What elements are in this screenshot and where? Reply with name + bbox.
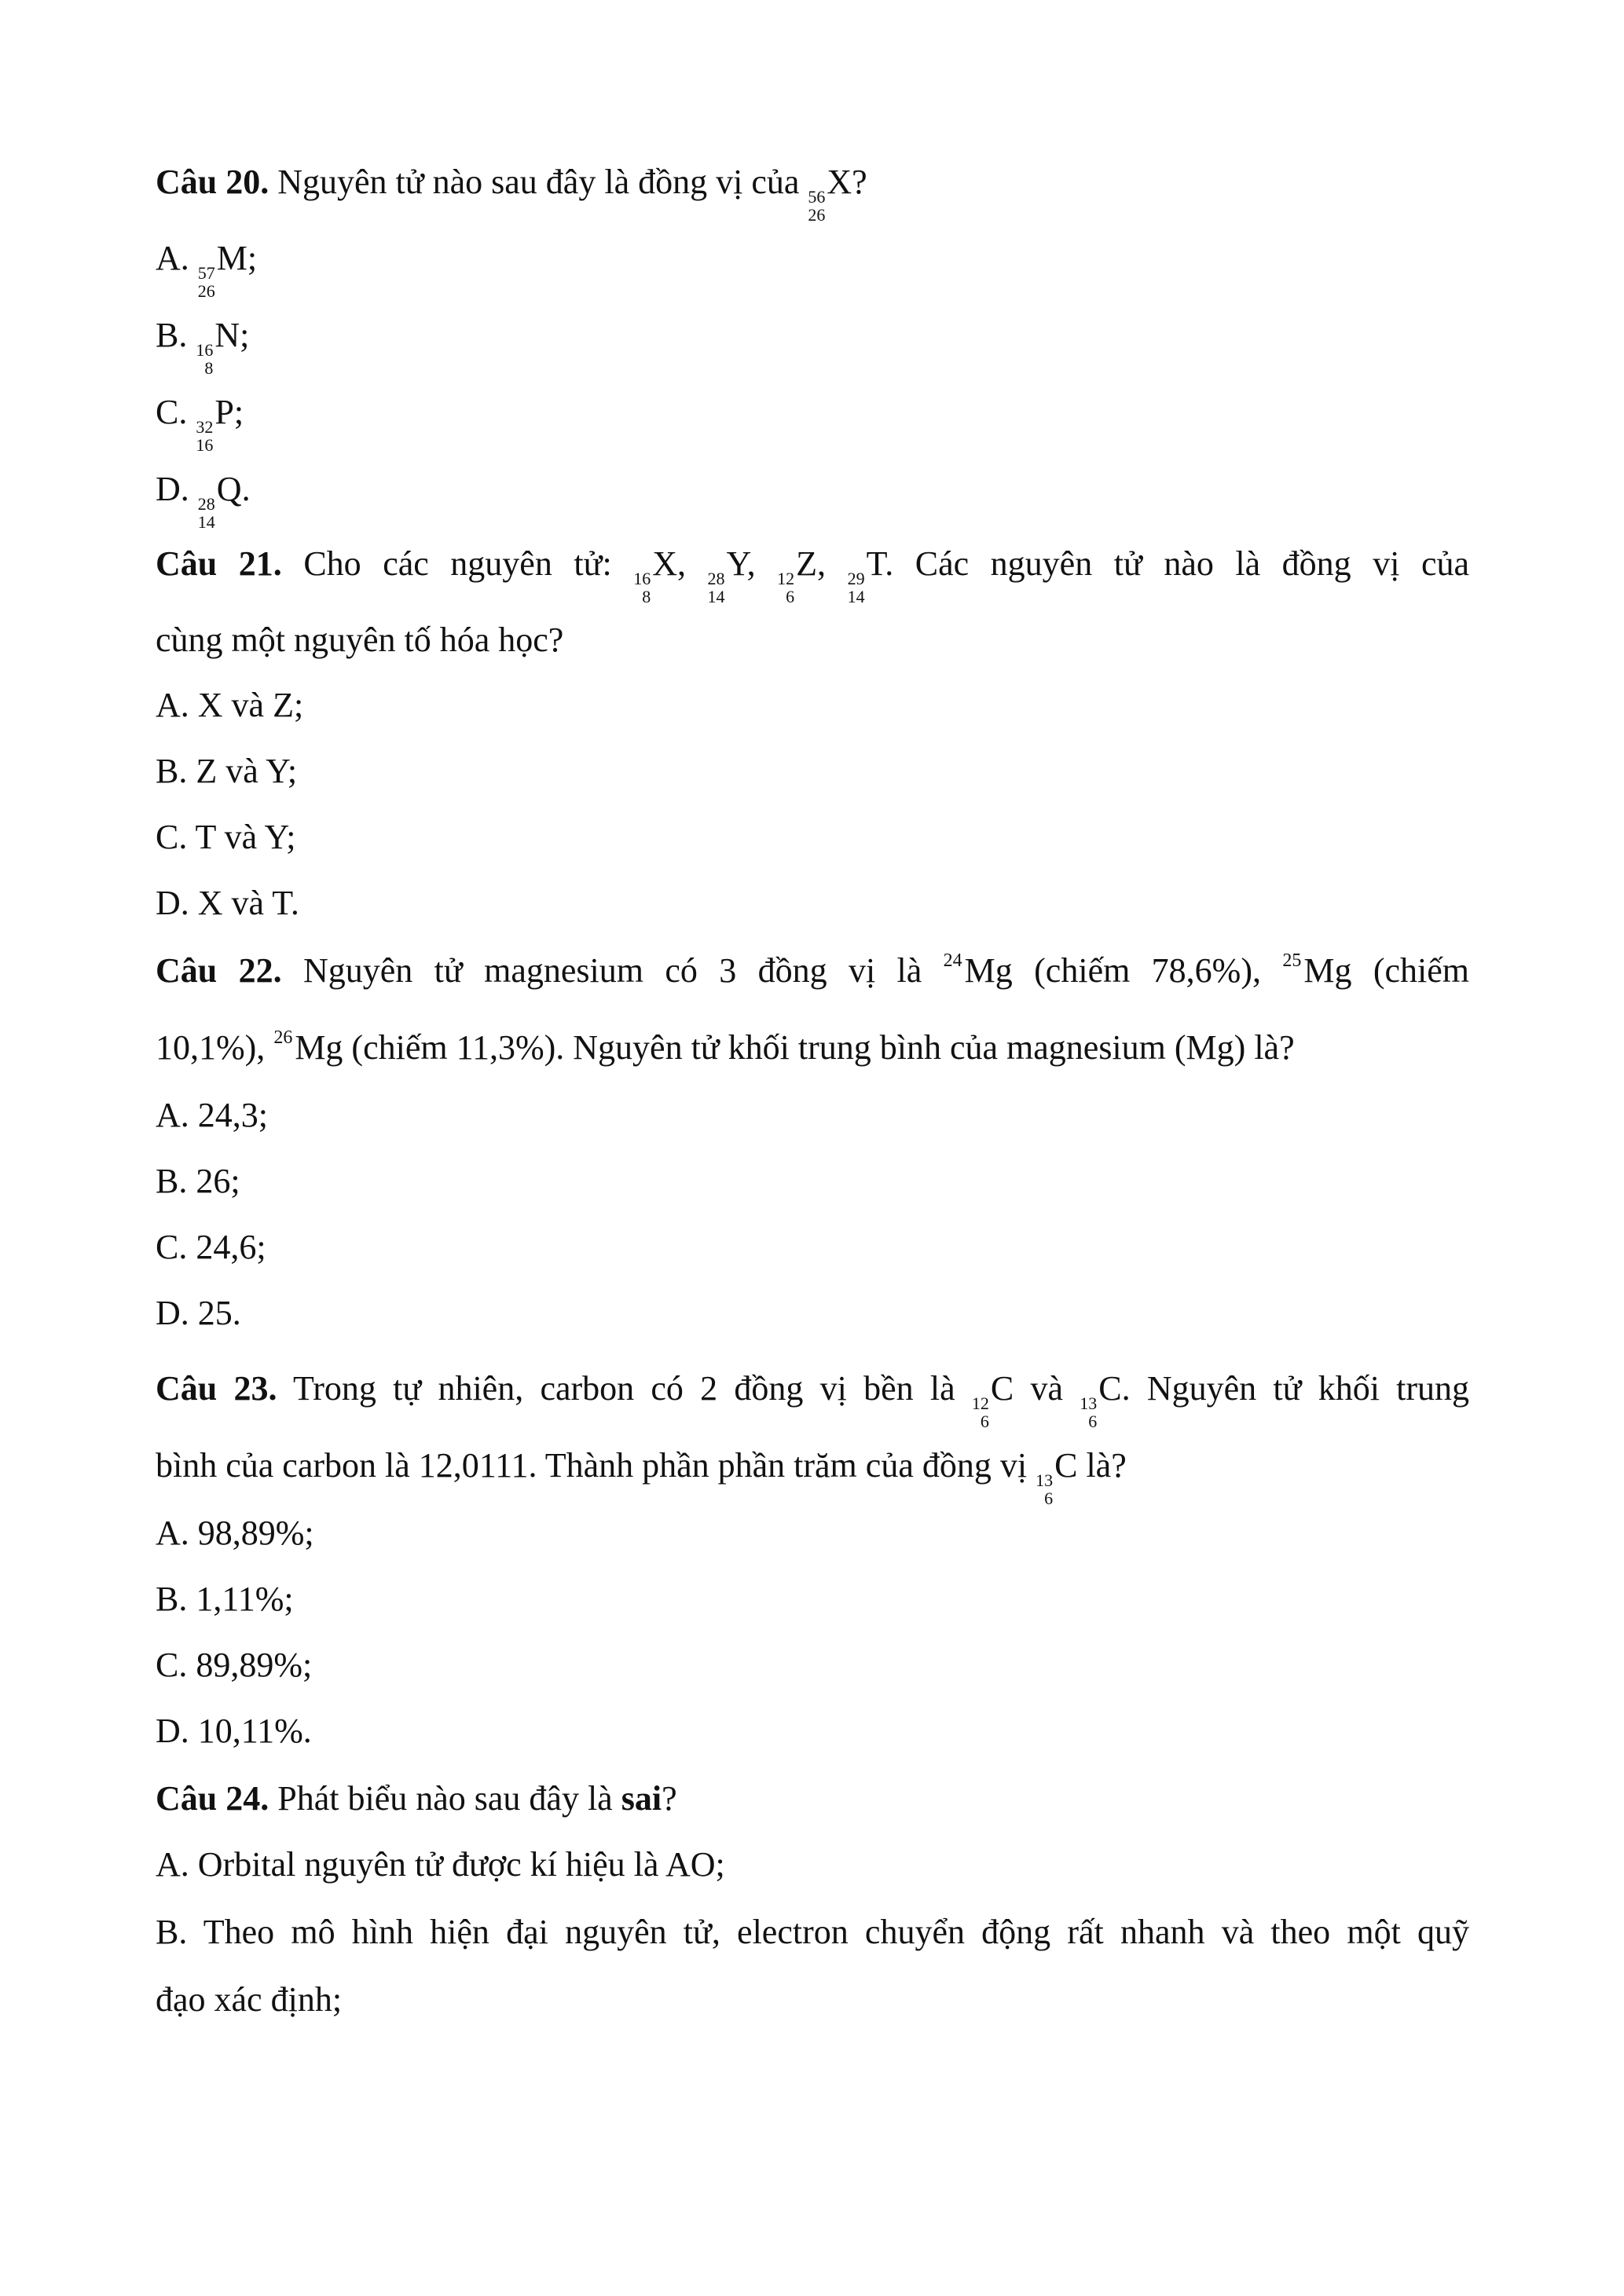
mass-number: 25 xyxy=(1282,950,1302,971)
question-21-option-d: D. X và T. xyxy=(156,884,299,922)
question-20-option-b: B. 16 8 N; xyxy=(156,316,250,378)
question-24-option-b-line2: đạo xác định; xyxy=(156,1980,343,2019)
isotope-mass-z: 32 16 xyxy=(196,417,214,455)
question-21-stem-line2: cùng một nguyên tố hóa học? xyxy=(156,621,564,659)
isotope-mass-z: 28 14 xyxy=(197,494,215,532)
question-20-option-d: D. 28 14 Q. xyxy=(156,470,251,532)
question-22-option-b: B. 26; xyxy=(156,1162,240,1200)
question-20-option-c: C. 32 16 P; xyxy=(156,393,244,455)
question-22-stem-line2: 10,1%), $^{26}$Mg (chiếm 11,3%). Nguyên tử khối trung bình của magnesium (Mg) là? xyxy=(156,1027,1295,1067)
question-22-option-c: C. 24,6; xyxy=(156,1228,266,1266)
isotope-mass-z: 29 14 xyxy=(847,569,865,606)
mass-number: 26 xyxy=(273,1027,293,1048)
question-21-option-b: B. Z và Y; xyxy=(156,752,298,790)
question-20-option-a: A. 57 26 M; xyxy=(156,239,258,301)
question-22-option-a: A. 24,3; xyxy=(156,1096,268,1134)
question-24-stem: Câu 24. Phát biểu nào sau đây là sai? xyxy=(156,1779,677,1818)
isotope-mass-z: 57 26 xyxy=(197,263,215,301)
question-24-option-a: A. Orbital nguyên tử được kí hiệu là AO; xyxy=(156,1845,725,1884)
question-label: Câu 21. xyxy=(156,544,282,583)
isotope-mass-z: 28 14 xyxy=(707,569,725,606)
question-23-stem: Câu 23. Trong tự nhiên, carbon có 2 đồng vị bền là 12 6 C và 13 6 C. Nguyên tử khối trung xyxy=(156,1369,1470,1431)
mass-number: 24 xyxy=(943,950,962,971)
isotope-mass-z: 13 6 xyxy=(1036,1470,1054,1508)
isotope-mass-z: 16 8 xyxy=(633,569,651,606)
question-23-option-c: C. 89,89%; xyxy=(156,1646,313,1684)
question-24-option-b: B. Theo mô hình hiện đại nguyên tử, electron chuyển động rất nhanh và theo một quỹ xyxy=(156,1913,1469,1951)
isotope-mass-z: 12 6 xyxy=(777,569,795,606)
question-21-option-c: C. T và Y; xyxy=(156,818,296,856)
question-23-option-d: D. 10,11%. xyxy=(156,1712,312,1750)
emphasis-word: sai xyxy=(621,1779,662,1818)
isotope-mass-z: 13 6 xyxy=(1080,1393,1098,1431)
question-label: Câu 23. xyxy=(156,1369,277,1408)
question-21-stem: Câu 21. Cho các nguyên tử: 16 8 X, 28 14 Y, 12 6 Z, 29 14 T. Các nguyên tử nào là đồng vị của xyxy=(156,544,1470,606)
question-21-option-a: A. X và Z; xyxy=(156,686,304,724)
question-22-stem: Câu 22. Nguyên tử magnesium có 3 đồng vị là $^{24}$Mg (chiếm 78,6%), $^{25}$Mg (chiếm xyxy=(156,950,1470,990)
isotope-mass-z: 12 6 xyxy=(971,1393,989,1431)
question-23-stem-line2: bình của carbon là 12,0111. Thành phần phần trăm của đồng vị 13 6 C là? xyxy=(156,1446,1127,1508)
question-label: Câu 24. xyxy=(156,1779,269,1818)
question-23-option-a: A. 98,89%; xyxy=(156,1514,314,1552)
question-23-option-b: B. 1,11%; xyxy=(156,1580,294,1618)
isotope-mass-z: 56 26 xyxy=(808,187,826,225)
question-label: Câu 20. xyxy=(156,163,269,201)
question-22-option-d: D. 25. xyxy=(156,1294,241,1332)
isotope-mass-z: 16 8 xyxy=(196,340,214,378)
question-label: Câu 22. xyxy=(156,951,282,990)
question-20-stem: Câu 20. Nguyên tử nào sau đây là đồng vị của 56 26 X? xyxy=(156,163,867,225)
